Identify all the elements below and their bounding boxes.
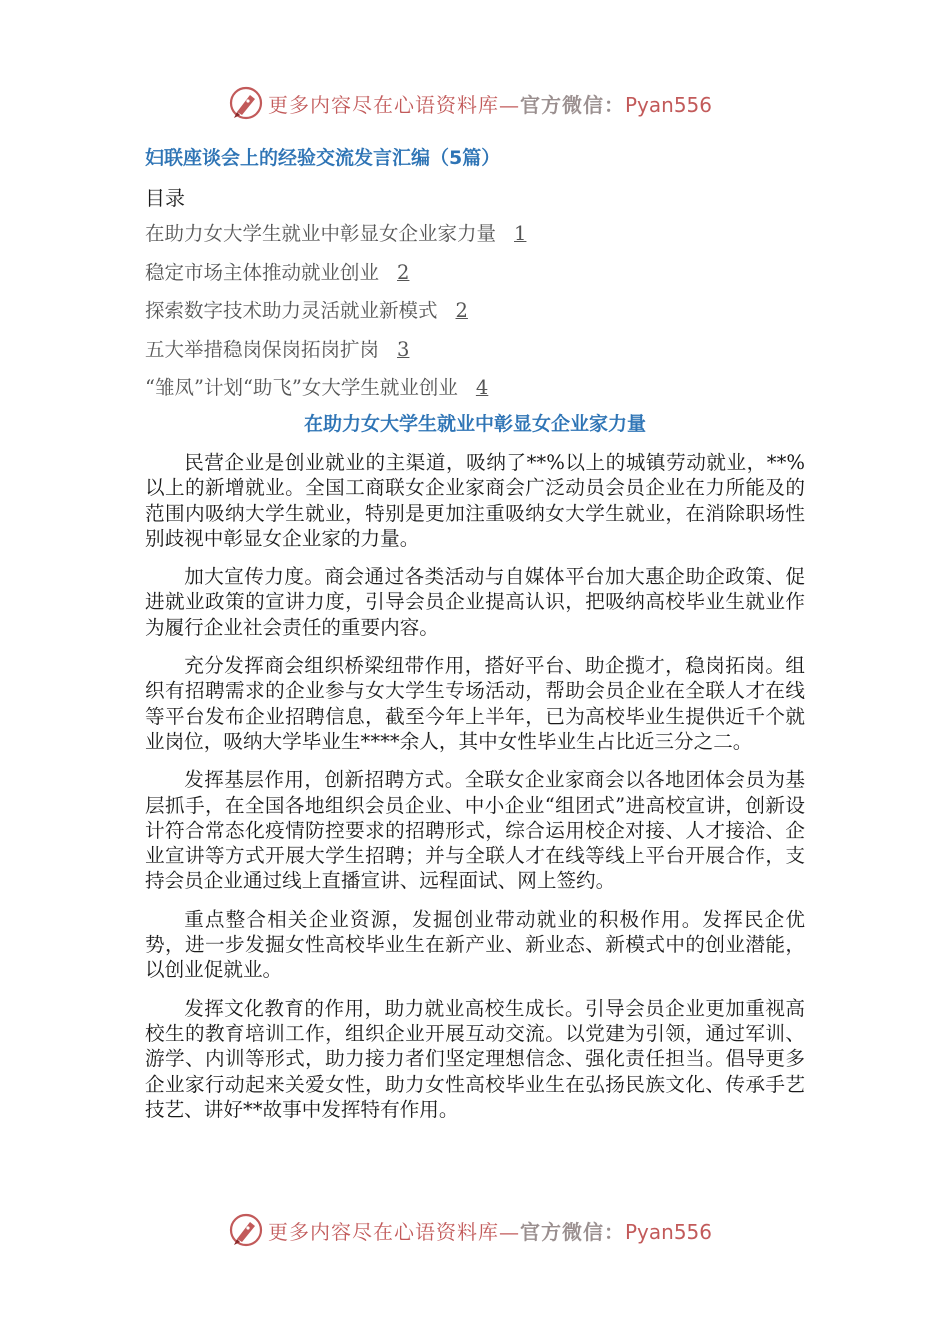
section-heading: 在助力女大学生就业中彰显女企业家力量 [303,413,646,435]
toc-item-label: “雏凤”计划“助飞”女大学生就业创业 [145,376,458,399]
banner-wechat-label: 官方微信： [520,1220,625,1244]
banner-separator: — [499,1220,520,1244]
toc-item-label: 五大举措稳岗保岗拓岗扩岗 [145,337,380,361]
toc-page-number[interactable]: 1 [514,222,527,245]
banner-wechat-label: 官方微信： [520,93,625,117]
banner-text [268,1216,712,1245]
toc-page-number[interactable]: 2 [455,299,468,322]
table-of-contents [145,218,745,411]
toc-item-label: 探索数字技术助力灵活就业新模式 [145,299,438,322]
toc-item[interactable] [145,218,745,257]
document-title: 妇联座谈会上的经验交流发言汇编（5篇） [145,147,501,169]
banner-separator: — [499,93,520,117]
toc-item[interactable] [145,257,745,296]
banner-wechat-id: Pyan556 [625,93,713,117]
toc-item[interactable] [145,372,745,411]
body-paragraph: 充分发挥商会组织桥梁纽带作用，搭好平台、助企揽才，稳岗拓岗。组织有招聘需求的企业参与女大学生专场活动，帮助会员企业在全联人才在线等平台发布企业招聘信息，截至今年上半年，已为高校毕业生提供近千个就业岗位，吸纳大学毕业生****余人，其中女性毕业生占比近三分之二。 [145,654,805,753]
body-paragraph: 发挥文化教育的作用，助力就业高校生成长。引导会员企业更加重视高校生的教育培训工作，组织企业开展互动交流。以党建为引领，通过军训、游学、内训等形式，助力接力者们坚定理想信念、强化责任担当。倡导更多企业家行动起来关爱女性，助力女性高校毕业生在弘扬民族文化、传承手艺技艺、讲好**故事中发挥特有作用。 [145,996,805,1121]
toc-item-label: 稳定市场主体推动就业创业 [145,260,380,284]
banner-title: 更多内容尽在心语资料库 [268,1220,499,1244]
body-paragraph: 重点整合相关企业资源，发掘创业带动就业的积极作用。发挥民企优势，进一步发掘女性高校毕业生在新产业、新业态、新模式中的创业潜能，以创业促就业。 [145,907,805,982]
pen-nib-circle-icon [228,1212,264,1248]
body-paragraph: 加大宣传力度。商会通过各类活动与自媒体平台加大惠企助企政策、促进就业政策的宣讲力度，引导会员企业提高认识，把吸纳高校毕业生就业作为履行企业社会责任的重要内容。 [145,565,805,639]
banner-text [268,89,712,118]
document-body [145,450,805,1135]
banner-wechat-id: Pyan556 [625,1220,713,1244]
toc-item[interactable] [145,334,745,373]
pen-nib-circle-icon [228,85,264,121]
toc-item[interactable] [145,295,745,334]
body-paragraph: 民营企业是创业就业的主渠道，吸纳了**%以上的城镇劳动就业，**%以上的新增就业。全国工商联女企业家商会广泛动员会员企业在力所能及的范围内吸纳大学生就业，特别是更加注重吸纳女大学生就业，在消除职场性别歧视中彰显女企业家的力量。 [145,451,805,550]
toc-heading: 目录 [145,186,185,210]
banner-title: 更多内容尽在心语资料库 [268,93,499,117]
header-banner [0,83,950,123]
toc-page-number[interactable]: 4 [475,376,489,399]
footer-banner [0,1210,950,1250]
toc-page-number[interactable]: 3 [397,337,410,361]
body-paragraph: 发挥基层作用，创新招聘方式。全联女企业家商会以各地团体会员为基层抓手，在全国各地组织会员企业、中小企业“组团式”进高校宣讲，创新设计符合常态化疫情防控要求的招聘形式，综合运用校企对接、人才接洽、企业宣讲等方式开展大学生招聘；并与全联人才在线等线上平台开展合作，支持会员企业通过线上直播宣讲、远程面试、网上签约。 [145,768,805,893]
toc-page-number[interactable]: 2 [397,260,410,284]
toc-item-label: 在助力女大学生就业中彰显女企业家力量 [145,222,497,245]
